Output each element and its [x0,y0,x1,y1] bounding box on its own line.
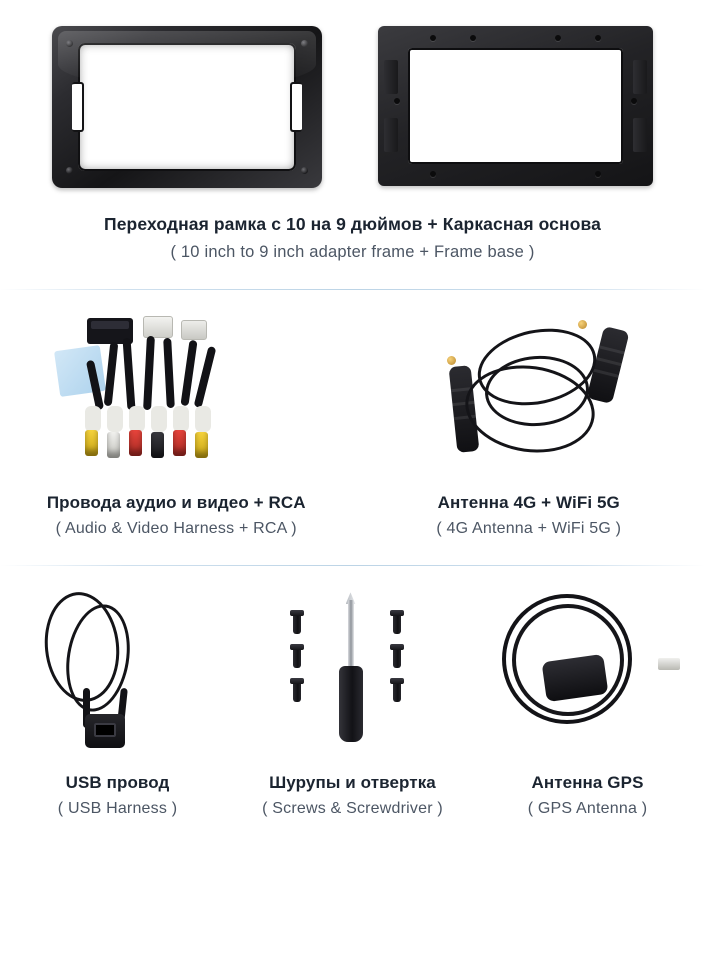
caption-en: ( 10 inch to 9 inch adapter frame + Frame base ) [170,242,535,261]
caption-ru: Антенна GPS [531,773,644,793]
item-gps-antenna [470,584,705,819]
caption-en: ( GPS Antenna ) [527,799,648,817]
caption-en: ( 4G Antenna + WiFi 5G ) [436,519,622,537]
usb-harness-image [23,584,213,754]
frame-base-image [378,26,653,186]
caption-en: ( Audio & Video Harness + RCA ) [55,519,297,537]
caption-en: ( Screws & Screwdriver ) [262,799,443,817]
4g-wifi-antenna-image [419,314,639,474]
caption-ru: Шурупы и отвертка [269,773,436,793]
caption-adapter-frame [0,214,705,263]
caption-gps-antenna [528,772,648,819]
caption-ru: USB провод [65,773,170,793]
item-audio-video-harness [0,314,353,539]
audio-video-harness-image [51,314,301,474]
section-accessories [0,566,705,819]
caption-ru: Антенна 4G + WiFi 5G [437,493,620,513]
caption-en: ( USB Harness ) [57,799,178,817]
item-usb-harness [0,584,235,819]
gps-antenna-image [488,584,688,754]
caption-ru: Переходная рамка с 10 на 9 дюймов + Каркасная основа [104,214,601,234]
item-4g-wifi-antenna [353,314,705,539]
caption-audio-video-harness [47,492,306,539]
caption-ru: Провода аудио и видео + RCA [46,493,306,513]
adapter-frame-image [52,26,322,188]
caption-screws-screwdriver [262,772,443,819]
caption-4g-wifi-antenna [436,492,621,539]
item-screws-screwdriver [235,584,470,819]
frames-image-row [0,0,705,188]
caption-usb-harness [58,772,177,819]
section-harness-antenna [0,290,705,539]
screws-screwdriver-image [253,584,453,754]
section-frames [0,0,705,263]
